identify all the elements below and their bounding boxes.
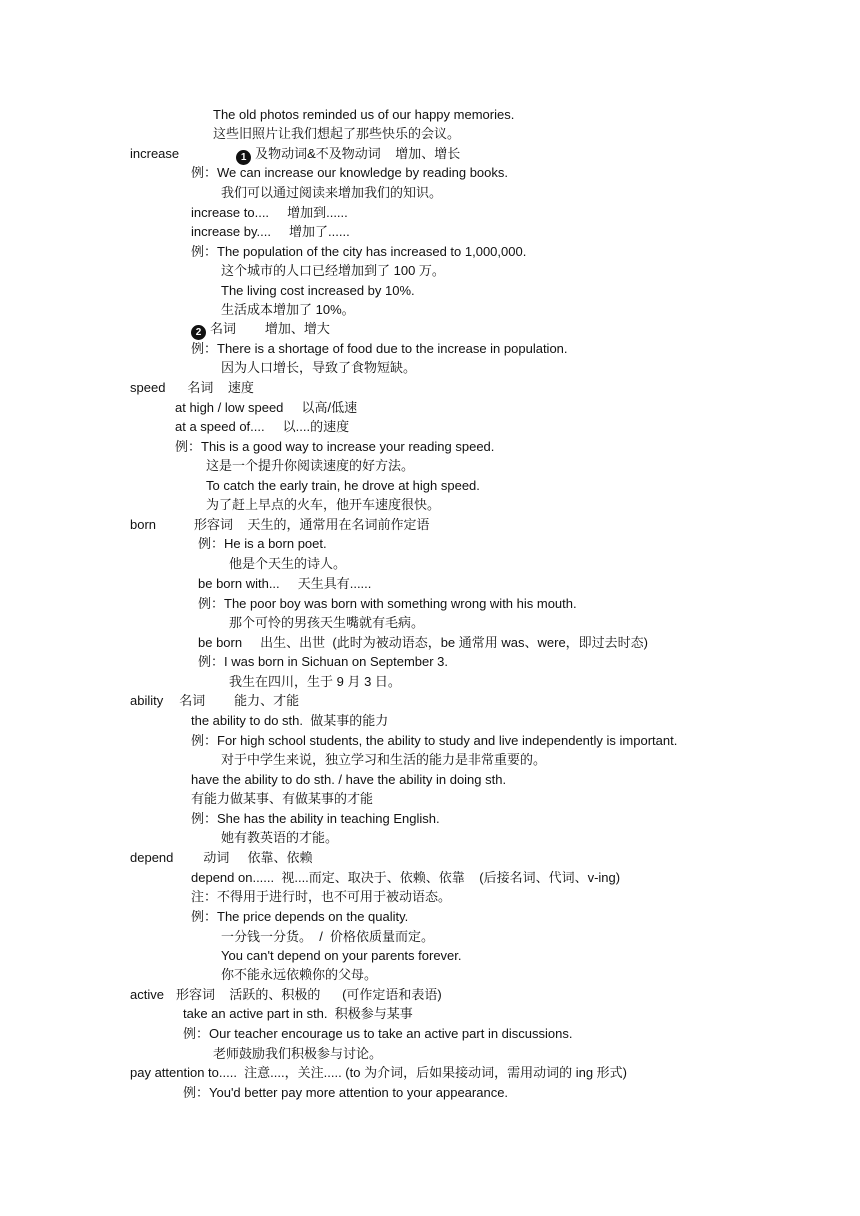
text-run: 例：You'd better pay more attention to your appearance. [183,1085,509,1100]
text-run: 形容词 活跃的、积极的 (可作定语和表语) [175,987,442,1002]
text-line [198,594,577,613]
text-line [175,417,349,436]
text-run: 名词 能力、才能 [179,693,300,708]
text-run: take an active part in sth. 积极参与某事 [183,1006,413,1021]
text-line [221,946,462,965]
text-line [221,927,434,946]
text-line [191,203,348,222]
text-run: 一分钱一分货。 / 价格依质量而定。 [221,929,435,944]
text-run: 例：There is a shortage of food due to the increase in population. [191,341,568,356]
text-line [175,437,494,456]
text-line [221,281,415,300]
text-run: pay attention to..... 注意....，关注..... (to 为介词，后如果接动词，需用动词的 ing 形式) [130,1065,627,1080]
text-run: 名词 速度 [187,380,254,395]
text-line [198,633,648,652]
text-run: 生活成本增加了 10%。 [221,302,355,317]
text-run: be born with... 天生具有...... [198,576,372,591]
text-run: 注：不得用于进行时，也不可用于被动语态。 [191,889,452,904]
text-line [206,495,440,514]
text-line [198,574,371,593]
text-run: 形容词 天生的，通常用在名词前作定语 [194,517,430,532]
text-line [229,613,424,632]
text-run: 动词 依靠、依赖 [203,850,313,865]
text-line [206,456,414,475]
text-run: speed [130,380,166,395]
text-run: increase [130,146,180,161]
text-line [191,887,451,906]
text-run: 例：For high school students, the ability to study and live independently is important. [191,733,678,748]
text-run: depend [130,850,174,865]
text-run: born [130,517,157,532]
text-run: 这是一个提升你阅读速度的好方法。 [206,458,415,473]
text-run: 及物动词&不及物动词 增加、增长 [255,146,461,161]
text-line [191,809,440,828]
text-line [130,848,312,867]
text-line [191,770,506,789]
text-line [191,222,350,241]
text-run: have the ability to do sth. / have the ability in doing sth. [191,772,507,787]
text-run: 名词 增加、增大 [210,321,330,336]
text-run: 老师鼓励我们积极参与讨论。 [213,1046,383,1061]
text-line [191,731,677,750]
text-run: increase by.... 增加了...... [191,224,350,239]
text-run: 这些旧照片让我们想起了那些快乐的会议。 [213,126,461,141]
text-line [221,261,445,280]
text-line [191,339,568,358]
text-line [130,515,429,534]
text-run: 为了赶上早点的火车，他开车速度很快。 [206,497,441,512]
text-run: 她有教英语的才能。 [221,830,339,845]
text-run: 我生在四川，生于 9 月 3 日。 [229,674,401,689]
text-line [191,163,508,182]
text-line [213,105,514,124]
numbered-circle-icon: 1 [236,150,251,165]
text-line [191,789,373,808]
text-line [175,398,357,417]
text-line [130,985,442,1004]
text-run: the ability to do sth. 做某事的能力 [191,713,389,728]
text-line [221,300,355,319]
text-run: 这个城市的人口已经增加到了 100 万。 [221,263,445,278]
text-run: at high / low speed 以高/低速 [175,400,358,415]
text-line [213,124,460,143]
text-run: 我们可以通过阅读来增加我们的知识。 [221,185,443,200]
text-run: increase to.... 增加到...... [191,205,348,220]
text-run: 例：He is a born poet. [198,536,327,551]
text-line [191,907,408,926]
text-line [183,1004,413,1023]
text-line [229,672,401,691]
text-run: 例：This is a good way to increase your reading speed. [175,439,495,454]
text-line [221,750,546,769]
text-line [221,358,416,377]
text-line [191,868,620,887]
text-line [130,144,460,163]
text-line [206,476,480,495]
text-line [183,1083,508,1102]
text-run: 因为人口增长，导致了食物短缺。 [221,360,417,375]
text-run: The living cost increased by 10%. [221,283,415,298]
text-line [198,652,448,671]
text-run: You can't depend on your parents forever. [221,948,462,963]
text-run: 有能力做某事、有做某事的才能 [191,791,374,806]
text-run: 例：We can increase our knowledge by reading books. [191,165,508,180]
text-run: active [130,987,164,1002]
text-run: To catch the early train, he drove at high speed. [206,478,480,493]
text-line [130,1063,627,1082]
text-run: 例：The population of the city has increased to 1,000,000. [191,244,527,259]
text-run: 例：Our teacher encourage us to take an active part in discussions. [183,1026,573,1041]
text-run: 例：The price depends on the quality. [191,909,409,924]
text-line [213,1044,382,1063]
text-line [229,554,346,573]
text-line [221,828,338,847]
text-run: 例：She has the ability in teaching English. [191,811,440,826]
text-run: 那个可怜的男孩天生嘴就有毛病。 [229,615,425,630]
text-line [221,965,377,984]
text-run: ability [130,693,164,708]
text-run: be born 出生、出世 (此时为被动语态，be 通常用 was、were，即过去时态) [198,635,649,650]
text-run: 对于中学生来说，独立学习和生活的能力是非常重要的。 [221,752,547,767]
text-line [198,534,327,553]
numbered-circle-icon: 2 [191,325,206,340]
text-line [191,319,330,338]
text-run: 例：The poor boy was born with something wrong with his mouth. [198,596,577,611]
text-line [191,711,388,730]
text-run: 例：I was born in Sichuan on September 3. [198,654,449,669]
text-line [221,183,442,202]
text-line [191,242,526,261]
text-run: at a speed of.... 以....的速度 [175,419,350,434]
text-line [130,378,254,397]
text-run: depend on...... 视....而定、取决于、依赖、依靠 (后接名词、代词、v-ing) [191,870,621,885]
text-run: The old photos reminded us of our happy memories. [213,107,515,122]
text-run: 你不能永远依赖你的父母。 [221,967,378,982]
text-line [130,691,299,710]
text-line [183,1024,572,1043]
text-run: 他是个天生的诗人。 [229,556,347,571]
